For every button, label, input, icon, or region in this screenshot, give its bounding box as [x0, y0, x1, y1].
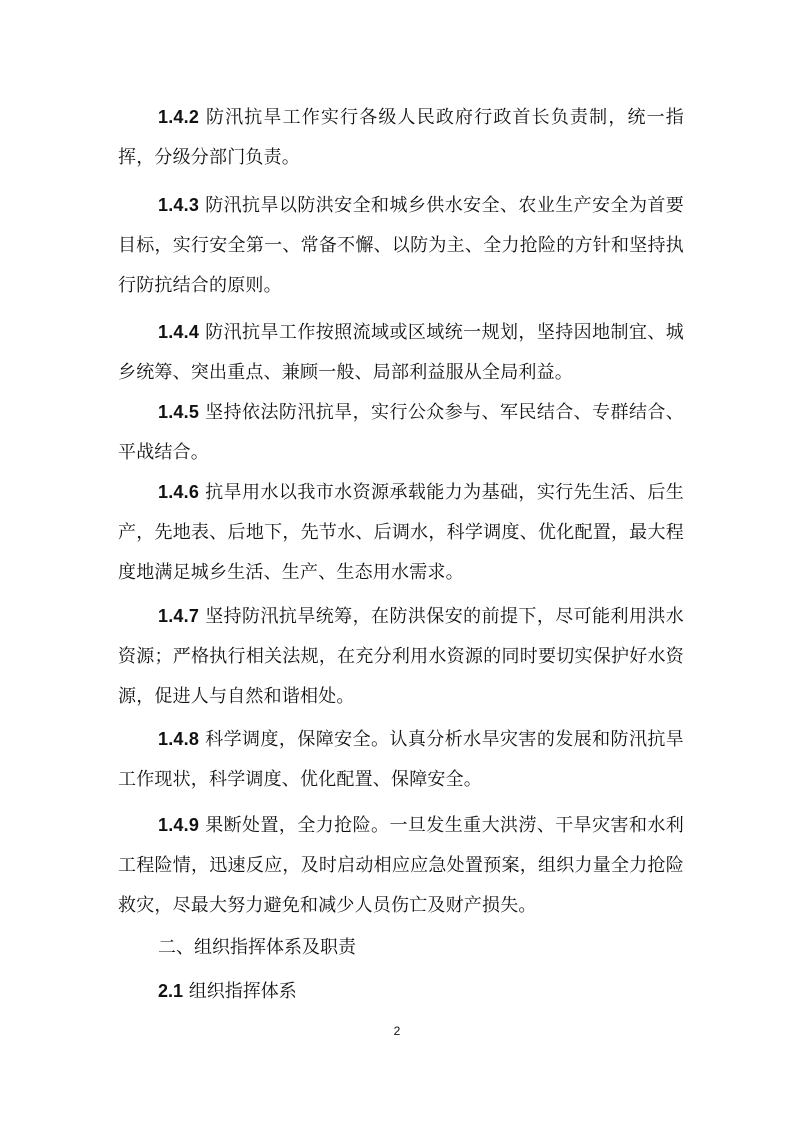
paragraph-1-4-4 [118, 312, 684, 393]
paragraph-1-4-6 [118, 472, 684, 593]
clause-number: 1.4.6 [158, 482, 200, 502]
section-heading: 二、组织指挥体系及职责 [158, 937, 356, 958]
subsection-number: 2.1 [158, 981, 184, 1001]
paragraph-1-4-8 [118, 719, 684, 800]
clause-text: 坚持防汛抗旱统筹，在防洪保安的前提下，尽可能利用洪水资源；严格执行相关法规，在充分利用水资源的同时要切实保护好水资源，促进人与自然和谐相处。 [118, 606, 685, 707]
clause-text: 果断处置，全力抢险。一旦发生重大洪涝、干旱灾害和水利工程险情，迅速反应，及时启动相应应急处置预案，组织力量全力抢险救灾，尽最大努力避免和减少人员伤亡及财产损失。 [118, 815, 685, 916]
subsection-title: 组织指挥体系 [188, 981, 297, 1002]
paragraph-1-4-9 [118, 805, 684, 926]
clause-number: 1.4.8 [158, 729, 200, 749]
clause-number: 1.4.4 [158, 322, 200, 342]
clause-number: 1.4.3 [158, 195, 200, 215]
clause-text: 防汛抗旱以防洪安全和城乡供水安全、农业生产安全为首要目标，实行安全第一、常备不懈、以防为主、全力抢险的方针和坚持执行防抗结合的原则。 [118, 195, 685, 296]
clause-text: 防汛抗旱工作实行各级人民政府行政首长负责制，统一指挥，分级分部门负责。 [118, 107, 685, 168]
clause-number: 1.4.5 [158, 402, 200, 422]
paragraph-1-4-2 [118, 97, 684, 178]
clause-text: 防汛抗旱工作按照流域或区域统一规划，坚持因地制宜、城乡统筹、突出重点、兼顾一般、局部利益服从全局利益。 [118, 322, 685, 383]
paragraph-1-4-5 [118, 392, 684, 473]
clause-text: 坚持依法防汛抗旱，实行公众参与、军民结合、专群结合、平战结合。 [118, 402, 685, 463]
paragraph-1-4-7 [118, 596, 684, 717]
clause-number: 1.4.7 [158, 606, 200, 626]
page-number: 2 [393, 1024, 401, 1038]
clause-text: 抗旱用水以我市水资源承载能力为基础，实行先生活、后生产，先地表、后地下，先节水、后调水，科学调度、优化配置，最大程度地满足城乡生活、生产、生态用水需求。 [118, 482, 685, 583]
paragraph-1-4-3 [118, 185, 684, 306]
clause-text: 科学调度，保障安全。认真分析水旱灾害的发展和防汛抗旱工作现状，科学调度、优化配置、保障安全。 [118, 729, 685, 790]
subsection-heading [158, 971, 297, 1012]
clause-number: 1.4.2 [158, 107, 200, 127]
clause-number: 1.4.9 [158, 815, 200, 835]
